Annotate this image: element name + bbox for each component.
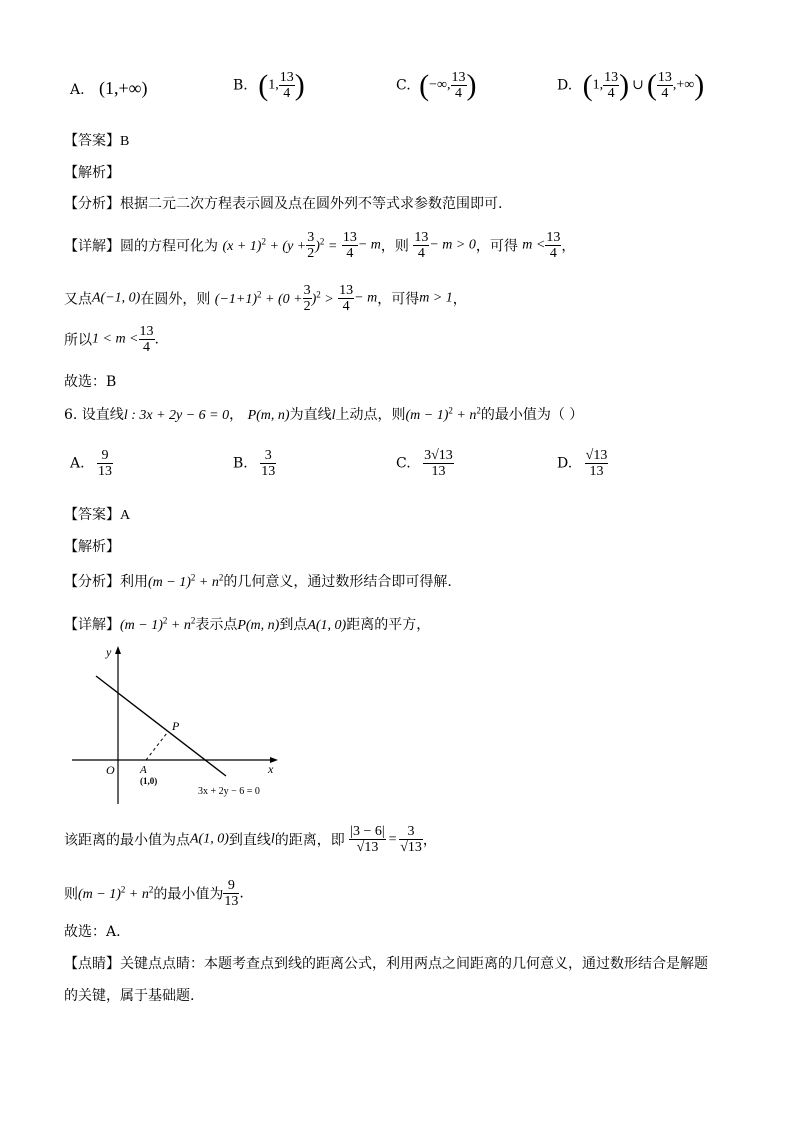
q6-figure bbox=[64, 642, 284, 812]
q6-detail-line-3: 则$(m - 1)^2 + n^2$的最小值为 $\frac{9}{13}$ . bbox=[64, 878, 244, 909]
fraction: $\frac{13}{4}$ bbox=[604, 70, 619, 101]
y-label: y bbox=[106, 645, 112, 659]
q5-fenxi: 【分析】根据二元二次方程表示圆及点在圆外列不等式求参数范围即可. bbox=[64, 196, 503, 212]
q6-detail-line-1: 【详解】$(m - 1)^2 + n^2$表示点P(m, n)到点A(1, 0)距离的平方， bbox=[64, 615, 431, 633]
point-a-label: A bbox=[140, 764, 147, 776]
q5-detail-line-1: 【详解】圆的方程可化为 $(x + 1)^2 + (y$ + $\frac{3}{2}$ )$^2$ = $\frac{13}{4}$ − m，则 $\frac{13}{4}$ − m > 0，可得 m < $\frac{13}{4}$ ， bbox=[64, 230, 576, 261]
q5-detail-line-2: 又点A(−1, 0)在圆外，则 $(-1+1)^2 + (0$ + $\frac{3}{2}$ )$^2$ > $\frac{13}{4}$ − m，可得m > 1， bbox=[64, 283, 467, 314]
q6-answer: 【答案】A bbox=[64, 507, 131, 523]
q6-stem: 6. 设直线l : 3x + 2y − 6 = 0， P(m, n)为直线l上动点，则$(m - 1)^2 + n^2$的最小值为（ ） bbox=[64, 405, 584, 423]
point-p-label: P bbox=[172, 719, 180, 733]
q6-detail-line-2: 该距离的最小值为点A(1, 0)到直线l的距离，即 $\frac{|3 - 6|}{√13}$ = $\frac{3}{√13}$ ， bbox=[64, 824, 437, 855]
fraction: $\frac{13}{4}$ bbox=[279, 70, 294, 101]
line-equation: 3x + 2y − 6 = 0 bbox=[198, 786, 260, 797]
line-l bbox=[96, 676, 226, 776]
q6-fenxi: 【分析】利用$(m - 1)^2 + n^2$的几何意义，通过数形结合即可得解. bbox=[64, 572, 452, 590]
q5-option-b[interactable]: B. (1, $\frac{13}{4}$ ) bbox=[233, 68, 305, 102]
q6-option-b[interactable]: B. $\frac{3}{13}$ bbox=[233, 448, 276, 479]
y-axis-arrow bbox=[115, 646, 121, 654]
q6-analysis-heading: 【解析】 bbox=[64, 539, 120, 555]
q6-option-a[interactable]: A. $\frac{9}{13}$ bbox=[70, 448, 113, 479]
fraction: $\frac{√13}{13}$ bbox=[585, 448, 608, 479]
origin-label: O bbox=[106, 763, 115, 777]
q5-analysis-heading: 【解析】 bbox=[64, 165, 120, 181]
fraction: $\frac{13}{4}$ bbox=[451, 70, 466, 101]
q5-option-a[interactable]: A. (1,+∞) bbox=[70, 78, 148, 98]
point-a-coord: (1,0) bbox=[140, 776, 158, 786]
q6-option-d[interactable]: D. $\frac{√13}{13}$ bbox=[557, 448, 608, 479]
q6-choose: 故选：A. bbox=[64, 924, 121, 940]
x-label: x bbox=[268, 762, 274, 776]
q5-option-d[interactable]: D. (1, $\frac{13}{4}$ ) ∪ ( $\frac{13}{4}$ ,+∞) bbox=[557, 68, 705, 102]
q5-detail-line-3: 所以1 < m < $\frac{13}{4}$ . bbox=[64, 324, 159, 355]
q6-option-c[interactable]: C. $\frac{3√13}{13}$ bbox=[396, 448, 453, 479]
q5-option-c[interactable]: C. (−∞, $\frac{13}{4}$ ) bbox=[396, 68, 477, 102]
fraction: $\frac{3}{13}$ bbox=[261, 448, 276, 479]
fraction: $\frac{9}{13}$ bbox=[98, 448, 113, 479]
q6-key-line-1: 【点睛】关键点点睛：本题考查点到线的距离公式，利用两点之间距离的几何意义，通过数形结合是解题 bbox=[64, 956, 708, 972]
q5-choose: 故选：B bbox=[64, 374, 117, 390]
q6-key-line-2: 的关键，属于基础题. bbox=[64, 988, 195, 1004]
perpendicular-segment bbox=[146, 733, 167, 760]
fraction: $\frac{13}{4}$ bbox=[657, 70, 672, 101]
fraction: $\frac{3√13}{13}$ bbox=[424, 448, 453, 479]
q5-answer: 【答案】B bbox=[64, 133, 130, 149]
